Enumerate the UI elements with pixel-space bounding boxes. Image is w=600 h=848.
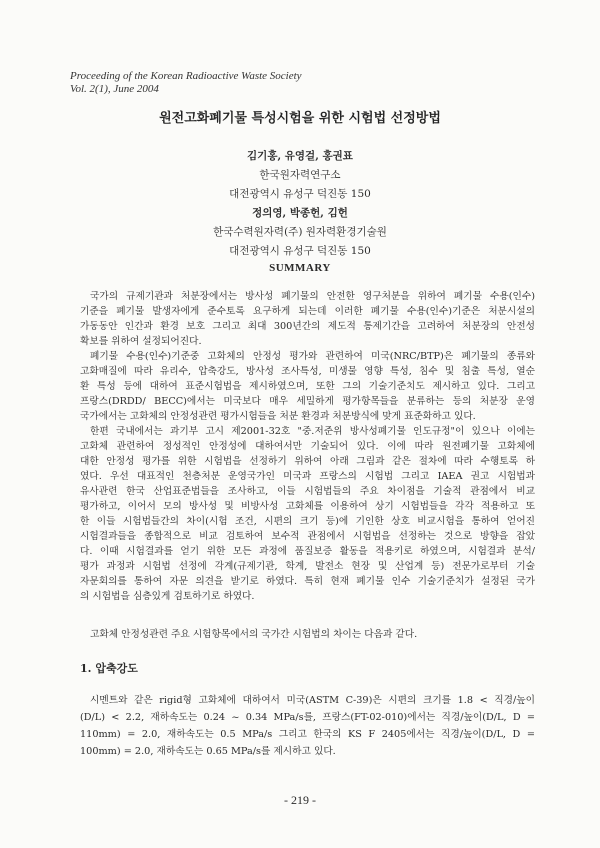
author-names-1: 김기홍, 유영걸, 홍권표 [247, 150, 353, 162]
paragraph-line: 였다. 우선 대표적인 천층처분 운영국가인 미국과 프랑스의 시험법 그리고 IAEA 권고 시험법과 [80, 471, 535, 482]
paragraph-line: 고화매질에 따라 유리수, 압축강도, 방사성 조사특성, 미생물 영향 특성, 침수 및 침출 특성, 열순 [80, 366, 535, 377]
paragraph-line: 평가하고, 이어서 모의 방사성 및 비방사성 고화체를 이용하여 상기 시험법들을 각각 적용하고 또 [80, 501, 535, 512]
paragraph-line: 확보를 위하여 설정되어진다. [80, 336, 202, 347]
paragraph-line: 평가 과정과 시험법 선정에 각계(규제기관, 학계, 발전소 현장 및 산업계 등) 전문가로부터 기술 [80, 561, 535, 572]
journal-volume: Vol. 2(1), June 2004 [70, 83, 159, 95]
section-line: 110mm) = 2.0, 재하속도는 0.5 MPa/s 그리고 한국의 KS F 2405에서는 직경/높이(D/L, D = [80, 729, 535, 740]
summary-heading: SUMMARY [269, 262, 331, 274]
section-line: (D/L) < 2.2, 재하속도는 0.24 ~ 0.34 MPa/s를, 프랑스(FT-02-010)에서는 직경/높이(D/L, D = [80, 712, 535, 723]
paragraph-line: 국가에서는 고화체의 안정성관련 평가시험들을 처분 환경과 처분방식에 맞게 표준화하고 있다. [80, 411, 476, 422]
paragraph-line: 기준을 폐기물 발생자에게 준수토록 요구하게 되는데 이러한 폐기물 수용(인수)기준은 처분시설의 [80, 306, 535, 317]
author-org-1: 한국원자력연구소 [259, 169, 341, 181]
journal-name: Proceeding of the Korean Radioactive Waste Society [70, 70, 302, 82]
paragraph-line: 프랑스(DRDD/ BECC)에서는 미국보다 매우 세밀하게 평가항목들을 분류하는 등의 처분장 운영 [80, 396, 535, 407]
paragraph-line: 고화체 관련하여 정성적인 안정성에 대하여서만 기술되어 있다. 이에 따라 원전폐기물 고화체에 [80, 441, 535, 452]
paragraph-line: 국가의 규제기관과 처분장에서는 방사성 폐기물의 안전한 영구처분을 위하여 폐기물 수용(인수) [90, 291, 535, 302]
paragraph-line: 자문회의를 통하여 자문 의견을 받기로 하였다. 특히 현재 폐기물 인수 기술기준치가 설정된 국가 [80, 576, 535, 587]
paragraph-line: 한편 국내에서는 과기부 고시 제2001-32호 "중.저준위 방사성폐기물 인도규정"이 있으나 이에는 [90, 426, 535, 437]
paragraph-line: 고화체 안정성관련 주요 시험항목에서의 국가간 시험법의 차이는 다음과 같다. [90, 629, 418, 640]
paragraph-line: 환 특성 등에 대하여 표준시험법을 제시하였으며, 또한 그의 기술기준치도 제시하고 있다. 그리고 [80, 381, 535, 392]
author-names-2: 정의영, 박종헌, 김헌 [252, 207, 348, 219]
paragraph-line: 다. 이때 시험결과를 얻기 위한 모든 과정에 품질보증 활동을 적용키로 하였으며, 시험결과 분석/ [80, 546, 535, 557]
paper-title: 원전고화폐기물 특성시험을 위한 시험법 선정방법 [159, 111, 441, 126]
section-line: 100mm) = 2.0, 재하속도는 0.65 MPa/s를 제시하고 있다. [80, 746, 336, 757]
paragraph-line: 의 시험법을 심층있게 검토하기로 하였다. [80, 591, 255, 602]
page-number: - 219 - [284, 793, 316, 807]
author-address-1: 대전광역시 유성구 덕진동 150 [229, 188, 371, 200]
author-block [0, 147, 600, 261]
paragraph-line: 대한 안정성 평가를 위한 시험법을 선정하기 위하여 아래 그림과 같은 절차에 따라 수행토록 하 [80, 456, 535, 467]
section-line: 시멘트와 같은 rigid형 고화체에 대하여서 미국(ASTM C-39)은 시편의 크기를 1.8 < 직경/높이 [90, 695, 535, 706]
author-org-2: 한국수력원자력(주) 원자력환경기술원 [213, 226, 387, 238]
paragraph-line: 폐기물 수용(인수)기준중 고화체의 안정성 평가와 관련하여 미국(NRC/BTP)은 폐기물의 종류와 [90, 351, 535, 362]
author-address-2: 대전광역시 유성구 덕진동 150 [229, 245, 371, 257]
section-heading: 1. 압축강도 [80, 662, 138, 675]
paragraph-line: 한 이들 시험법들간의 차이(시험 조건, 시편의 크기 등)에 기인한 상호 비교시험을 통하여 얻어진 [80, 516, 535, 527]
paragraph-line: 가동동안 인간과 환경 보호 그리고 최대 300년간의 제도적 통제기간을 고려하여 처분장의 안전성 [80, 321, 535, 332]
paragraph-line: 시험결과들을 종합적으로 비교 검토하여 보수적 관점에서 시험법을 선정하는 것으로 방향을 잡았 [80, 531, 535, 542]
paragraph-line: 유사관련 한국 산업표준법들을 조사하고, 이들 시험법들의 주요 차이점을 기술적 관점에서 비교 [80, 486, 535, 497]
